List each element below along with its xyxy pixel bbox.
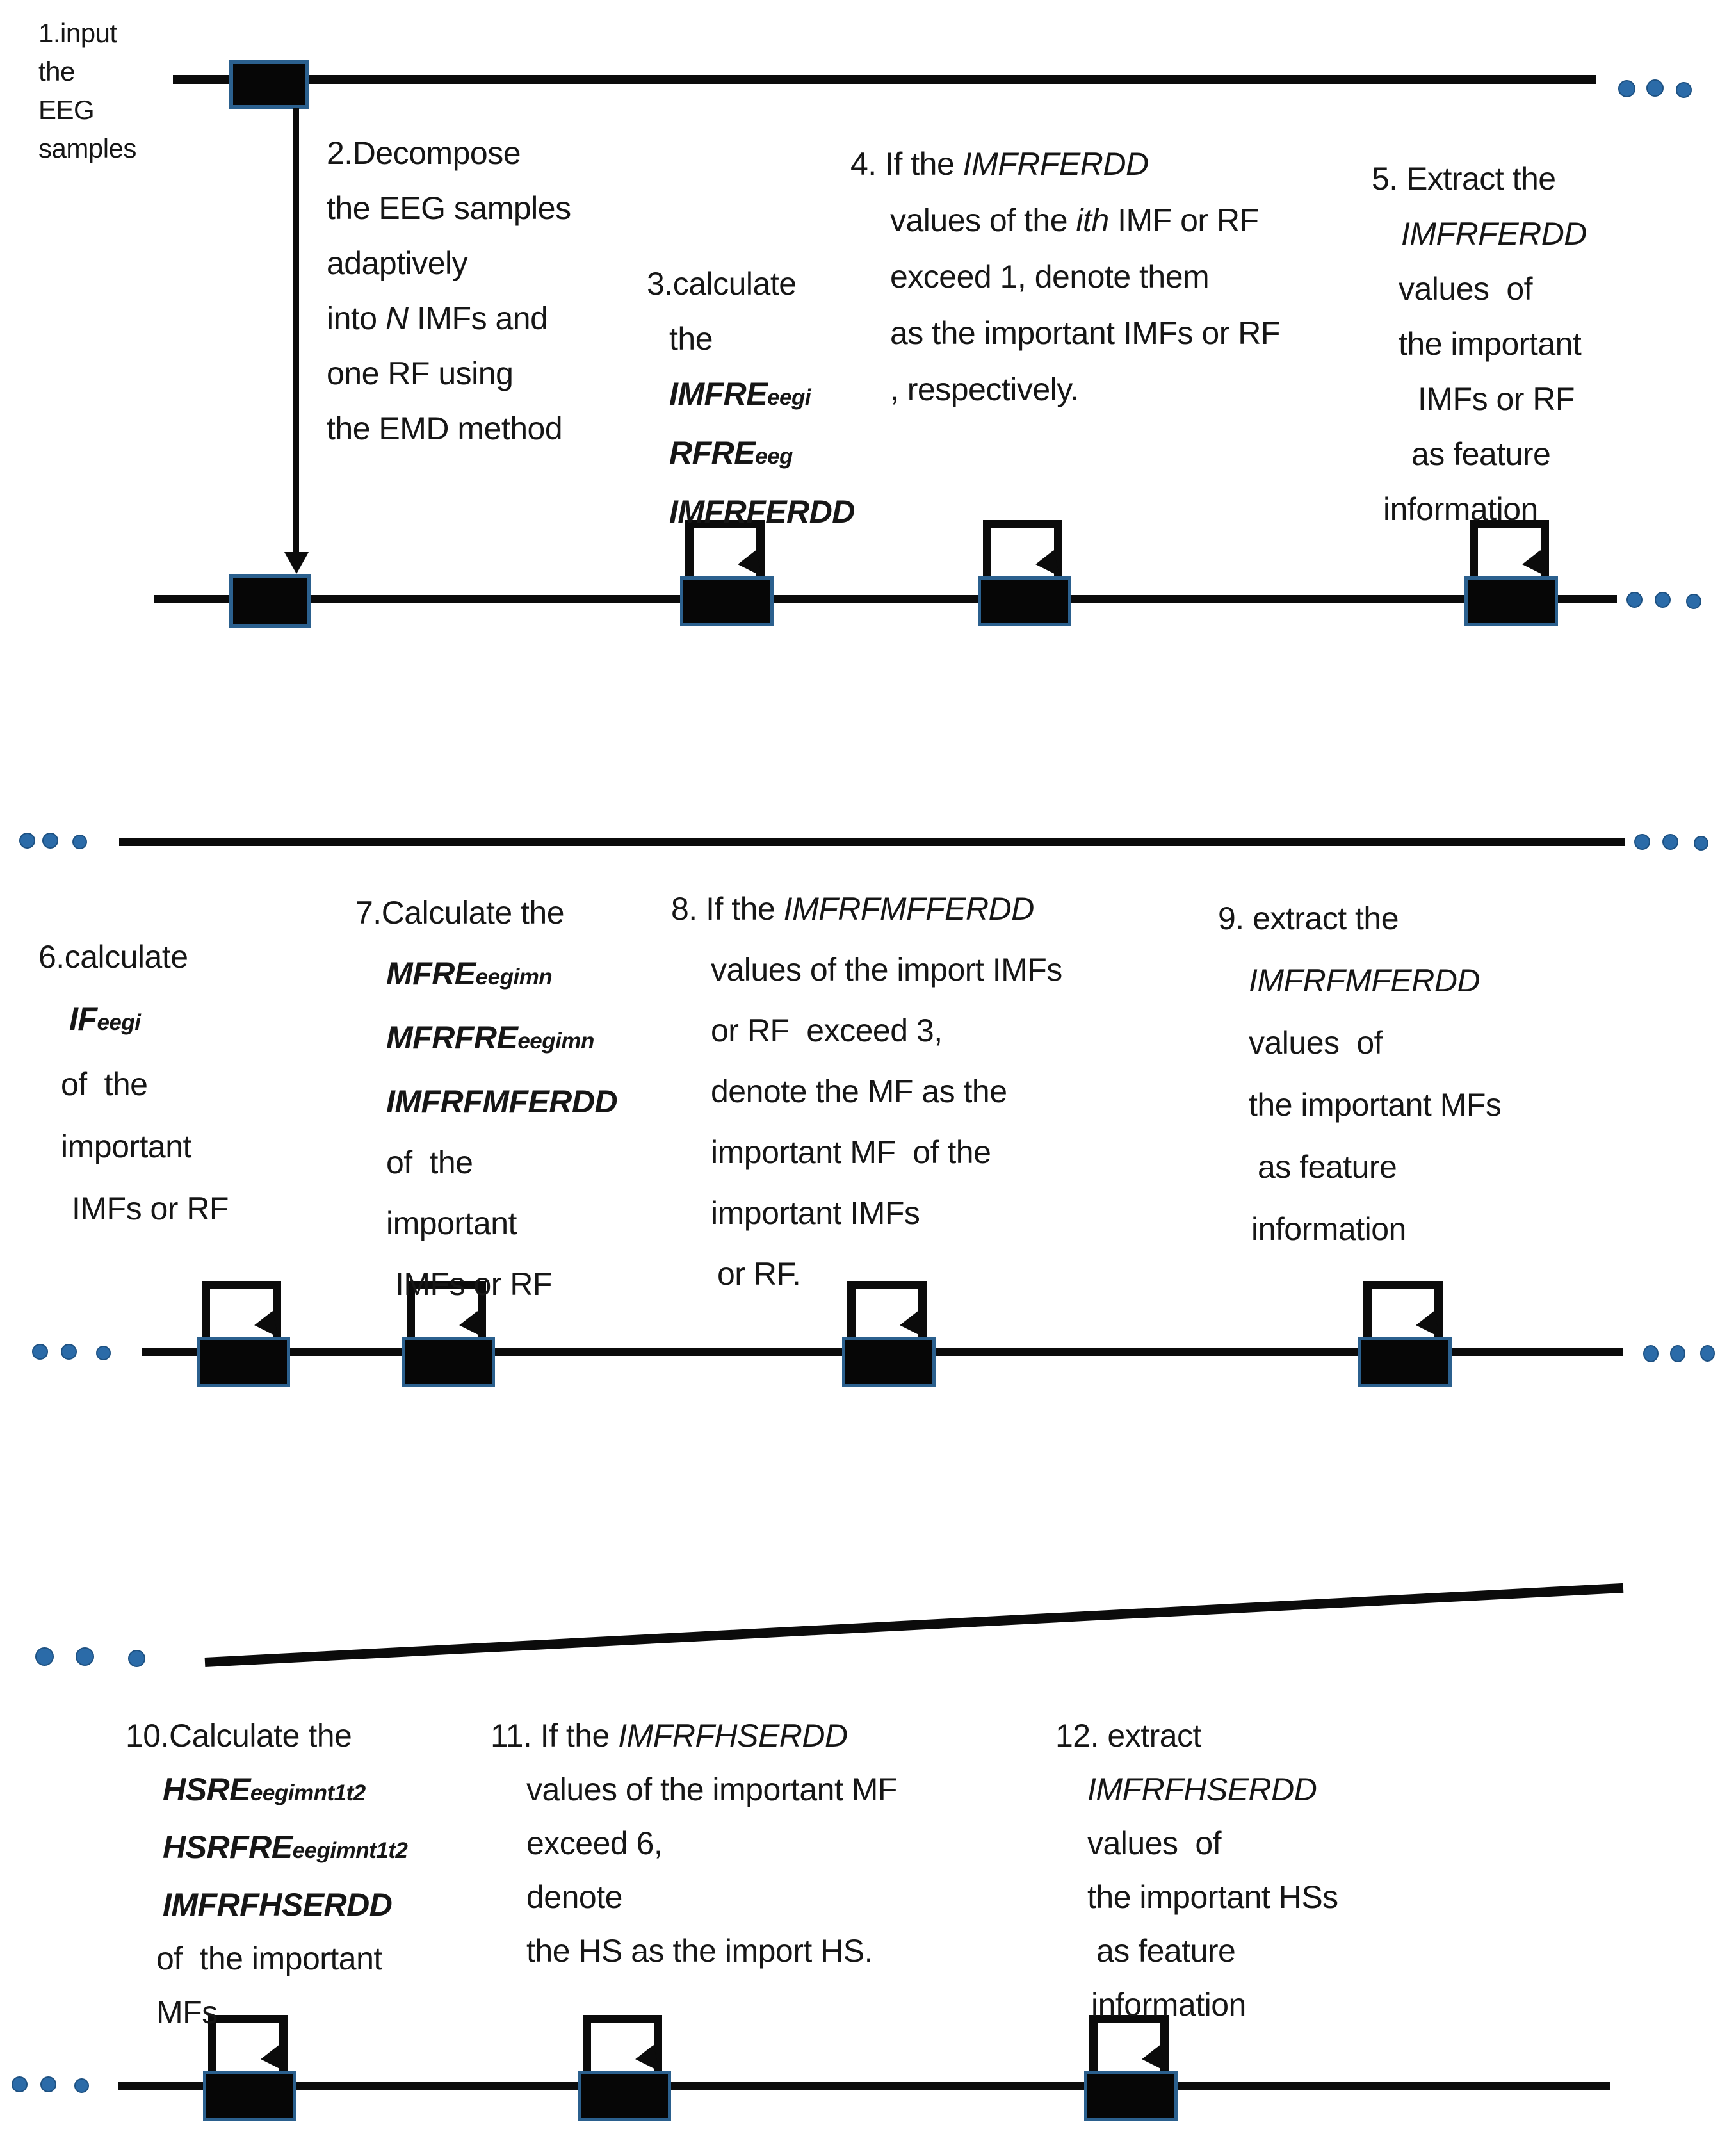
ellipsis-dot-icon <box>76 1647 94 1666</box>
step-7-line-3 <box>386 1007 617 1072</box>
step-4-line-5 <box>890 361 1280 418</box>
step-6-line-2 <box>69 988 229 1054</box>
text-segment: IMFs or RF <box>72 1191 229 1226</box>
text-segment: the important <box>1399 326 1582 362</box>
text-segment: values of <box>1087 1825 1222 1861</box>
timeline-node-box <box>1084 2071 1178 2121</box>
step-11-line-1 <box>491 1709 897 1763</box>
step-3-line-3 <box>669 366 855 425</box>
step-1-text <box>38 14 136 168</box>
text-segment: IMFRFHSERDD <box>1087 1772 1317 1807</box>
timeline-5 <box>205 1583 1624 1667</box>
step-3-line-5 <box>669 484 855 539</box>
text-segment: of the <box>386 1145 473 1180</box>
ellipsis-dot-icon <box>128 1650 145 1667</box>
text-segment: 12. extract <box>1055 1718 1201 1754</box>
timeline-node-box <box>229 60 309 109</box>
step-12-line-1 <box>1055 1709 1338 1763</box>
step-2-line-1 <box>327 126 571 181</box>
step-11-line-3 <box>526 1816 897 1870</box>
ellipsis-dot-icon <box>35 1647 54 1666</box>
text-segment: HSRFRE <box>163 1829 293 1865</box>
loop-arrow-marker <box>978 520 1074 630</box>
text-segment: N <box>385 300 409 336</box>
step-1-line-4 <box>38 129 136 168</box>
ellipsis-dot-icon <box>1662 834 1678 850</box>
step-4-line-3 <box>890 249 1280 305</box>
timeline-node-box <box>203 2071 296 2121</box>
step-10-text <box>126 1709 407 2039</box>
step-2-line-2 <box>327 181 571 236</box>
timeline-node-box <box>1358 1337 1452 1387</box>
ellipsis-dot-icon <box>1694 836 1708 851</box>
step-4-text <box>850 136 1280 418</box>
step-4-line-2 <box>890 192 1280 249</box>
step-6-line-5 <box>72 1178 229 1240</box>
ellipsis-dot-icon <box>40 2076 56 2092</box>
step-7-text <box>355 883 617 1315</box>
step-10-line-5 <box>156 1932 407 1985</box>
text-segment: information <box>1383 491 1538 527</box>
text-segment: the HS as the import HS. <box>526 1933 873 1969</box>
text-segment: 7.Calculate the <box>355 895 565 931</box>
ellipsis-dot-icon <box>1655 592 1671 608</box>
text-segment: the <box>38 56 75 86</box>
step-10-line-4 <box>163 1878 407 1932</box>
timeline-2 <box>154 595 1617 603</box>
text-segment: 11. If the <box>491 1718 619 1754</box>
step-9-line-6 <box>1251 1198 1501 1260</box>
text-segment: the <box>669 321 713 357</box>
step-2-line-5 <box>327 346 571 401</box>
text-segment: MFRE <box>386 956 476 991</box>
step-1-line-1 <box>38 14 136 53</box>
text-segment: denote <box>526 1879 622 1915</box>
step-2-text <box>327 126 571 456</box>
step-12-text <box>1055 1709 1338 2032</box>
step-6-text <box>38 926 229 1240</box>
text-segment: samples <box>38 133 136 163</box>
ellipsis-dot-icon <box>1634 834 1650 850</box>
text-segment: eegimnt1t2 <box>250 1780 366 1805</box>
step-10-line-6 <box>156 1985 407 2039</box>
step-1-line-3 <box>38 91 136 129</box>
timeline-node-box <box>1464 576 1558 626</box>
text-segment: eeg <box>755 444 793 469</box>
text-segment: EEG <box>38 95 95 125</box>
text-segment: important <box>61 1129 191 1164</box>
step-3-line-1 <box>647 256 855 311</box>
timeline-node-box <box>842 1337 936 1387</box>
text-segment: IMFRFMFFERDD <box>783 891 1034 927</box>
text-segment: adaptively <box>327 245 468 281</box>
step-5-text <box>1372 151 1587 537</box>
step-7-line-2 <box>386 943 617 1007</box>
text-segment: IMFRE <box>669 376 768 412</box>
step-8-line-1 <box>671 879 1062 940</box>
text-segment: values of <box>1249 1025 1383 1061</box>
text-segment: IMFs and <box>408 300 548 336</box>
ellipsis-dot-icon <box>1618 80 1635 97</box>
step-7-line-7 <box>395 1254 617 1315</box>
step-7-line-4 <box>386 1072 617 1132</box>
text-segment: MFs <box>156 1994 218 2030</box>
timeline-node-box <box>978 576 1071 626</box>
step-7-line-1 <box>355 883 617 943</box>
text-segment: 1.input <box>38 18 117 48</box>
loop-arrow-marker <box>1358 1281 1454 1391</box>
text-segment: IMFRFERDD <box>669 494 855 530</box>
step-5-line-3 <box>1399 261 1587 316</box>
text-segment: 6.calculate <box>38 939 188 975</box>
timeline-node-box <box>197 1337 290 1387</box>
text-segment: ith <box>1076 202 1109 238</box>
step-11-line-4 <box>526 1870 897 1924</box>
step-5-line-5 <box>1418 371 1587 427</box>
step-12-line-5 <box>1096 1924 1338 1978</box>
text-segment: the important HSs <box>1087 1879 1338 1915</box>
connector-line <box>293 108 299 556</box>
timeline-3 <box>119 838 1625 846</box>
step-8-line-3 <box>711 1000 1062 1061</box>
step-10-line-2 <box>163 1763 407 1820</box>
text-segment: values of the import IMFs <box>711 952 1062 988</box>
timeline-node-box <box>402 1337 495 1387</box>
text-segment: 5. Extract the <box>1372 161 1556 197</box>
timeline-6 <box>118 2082 1610 2090</box>
step-3-line-2 <box>669 311 855 366</box>
text-segment: , respectively. <box>890 371 1079 407</box>
text-segment: one RF using <box>327 355 514 391</box>
ellipsis-dot-icon <box>1626 592 1643 608</box>
step-5-line-1 <box>1372 151 1587 206</box>
text-segment: into <box>327 300 386 336</box>
text-segment: eegi <box>97 1010 141 1035</box>
step-5-line-2 <box>1401 206 1587 261</box>
step-4-line-4 <box>890 305 1280 361</box>
timeline-1 <box>173 75 1596 84</box>
step-10-line-3 <box>163 1820 407 1878</box>
text-segment: exceed 1, denote them <box>890 259 1210 295</box>
text-segment: important MF of the <box>711 1134 991 1170</box>
text-segment: 3.calculate <box>647 266 797 302</box>
step-3-text <box>647 256 855 539</box>
ellipsis-dot-icon <box>74 2078 89 2093</box>
text-segment: 4. If the <box>850 146 963 182</box>
ellipsis-dot-icon <box>1643 1345 1659 1362</box>
text-segment: of the important <box>156 1941 382 1976</box>
text-segment: as feature <box>1411 436 1551 472</box>
step-8-line-6 <box>711 1183 1062 1244</box>
step-8-line-5 <box>711 1122 1062 1183</box>
step-9-text <box>1218 888 1501 1260</box>
step-12-line-2 <box>1087 1763 1338 1816</box>
text-segment: information <box>1091 1987 1246 2023</box>
step-9-line-2 <box>1249 950 1501 1012</box>
ellipsis-dot-icon <box>42 833 58 849</box>
step-11-line-2 <box>526 1763 897 1816</box>
timeline-node-box <box>229 574 311 628</box>
step-1-line-2 <box>38 53 136 91</box>
step-12-line-6 <box>1091 1978 1338 2032</box>
step-9-line-3 <box>1249 1012 1501 1074</box>
text-segment: RFRE <box>669 435 756 471</box>
step-3-line-4 <box>669 425 855 484</box>
step-5-line-7 <box>1383 482 1587 537</box>
text-segment: the important MFs <box>1249 1087 1502 1123</box>
step-10-line-1 <box>126 1709 407 1763</box>
text-segment: IMFRFMFERDD <box>386 1084 618 1120</box>
step-9-line-1 <box>1218 888 1501 950</box>
timeline-node-box <box>578 2071 671 2121</box>
step-2-line-6 <box>327 401 571 456</box>
text-segment: of the <box>61 1066 148 1102</box>
ellipsis-dot-icon <box>1700 1345 1715 1362</box>
step-11-text <box>491 1709 897 1978</box>
step-9-line-4 <box>1249 1074 1501 1136</box>
ellipsis-dot-icon <box>1686 594 1701 609</box>
text-segment: values of <box>1399 271 1533 307</box>
step-8-line-4 <box>711 1061 1062 1122</box>
text-segment: exceed 6, <box>526 1825 663 1861</box>
text-segment: 2.Decompose <box>327 135 521 171</box>
loop-arrow-marker <box>197 1281 293 1391</box>
ellipsis-dot-icon <box>61 1344 77 1360</box>
text-segment: IMFRFHSERDD <box>163 1887 393 1923</box>
ellipsis-dot-icon <box>12 2076 28 2092</box>
step-12-line-3 <box>1087 1816 1338 1870</box>
text-segment: or RF. <box>717 1256 801 1292</box>
text-segment: 9. extract the <box>1218 900 1399 936</box>
text-segment: the EEG samples <box>327 190 571 226</box>
loop-arrow-marker <box>578 2015 674 2125</box>
text-segment: HSRE <box>163 1772 250 1807</box>
text-segment: eegimn <box>475 965 553 990</box>
ellipsis-dot-icon <box>1670 1345 1685 1362</box>
text-segment: eegimn <box>517 1029 594 1054</box>
ellipsis-dot-icon <box>96 1346 111 1360</box>
step-8-line-2 <box>711 940 1062 1000</box>
timeline-node-box <box>680 576 774 626</box>
text-segment: 10.Calculate the <box>126 1718 352 1754</box>
ellipsis-dot-icon <box>1646 79 1664 97</box>
step-6-line-1 <box>38 926 229 988</box>
text-segment: IMFs or RF <box>1418 381 1575 417</box>
text-segment: the EMD method <box>327 411 563 446</box>
down-arrow-icon <box>284 552 309 574</box>
step-6-line-3 <box>61 1054 229 1116</box>
text-segment: eegimnt1t2 <box>292 1838 408 1863</box>
text-segment: as the important IMFs or RF <box>890 315 1280 351</box>
text-segment: IMFRFMFERDD <box>1249 963 1480 998</box>
step-5-line-6 <box>1411 427 1587 482</box>
text-segment: IF <box>69 1001 97 1037</box>
text-segment: MFRFRE <box>386 1020 518 1055</box>
text-segment: eegi <box>767 385 811 410</box>
step-2-line-4 <box>327 291 571 346</box>
text-segment: IMFRFHSERDD <box>618 1718 848 1754</box>
text-segment: values of the <box>890 202 1076 238</box>
text-segment: as feature <box>1258 1149 1397 1185</box>
ellipsis-dot-icon <box>1676 82 1692 98</box>
step-2-line-3 <box>327 236 571 291</box>
step-11-line-5 <box>526 1924 897 1978</box>
text-segment: important <box>386 1205 517 1241</box>
text-segment: 8. If the <box>671 891 784 927</box>
step-8-text <box>671 879 1062 1305</box>
text-segment: or RF exceed 3, <box>711 1013 943 1048</box>
step-9-line-5 <box>1258 1136 1501 1198</box>
step-5-line-4 <box>1399 316 1587 371</box>
step-4-line-1 <box>850 136 1280 192</box>
ellipsis-dot-icon <box>72 835 87 849</box>
text-segment: IMFRFERDD <box>1401 216 1587 252</box>
text-segment: IMFs or RF <box>395 1266 552 1302</box>
text-segment: values of the important MF <box>526 1772 897 1807</box>
text-segment: important IMFs <box>711 1195 920 1231</box>
text-segment: information <box>1251 1211 1406 1247</box>
text-segment: IMFRFERDD <box>962 146 1149 182</box>
step-7-line-5 <box>386 1132 617 1193</box>
text-segment: as feature <box>1096 1933 1236 1969</box>
ellipsis-dot-icon <box>32 1344 48 1360</box>
ellipsis-dot-icon <box>19 833 35 849</box>
step-6-line-4 <box>61 1116 229 1178</box>
text-segment: denote the MF as the <box>711 1073 1007 1109</box>
step-12-line-4 <box>1087 1870 1338 1924</box>
step-8-line-7 <box>717 1244 1062 1305</box>
step-7-line-6 <box>386 1193 617 1254</box>
text-segment: IMF or RF <box>1108 202 1259 238</box>
